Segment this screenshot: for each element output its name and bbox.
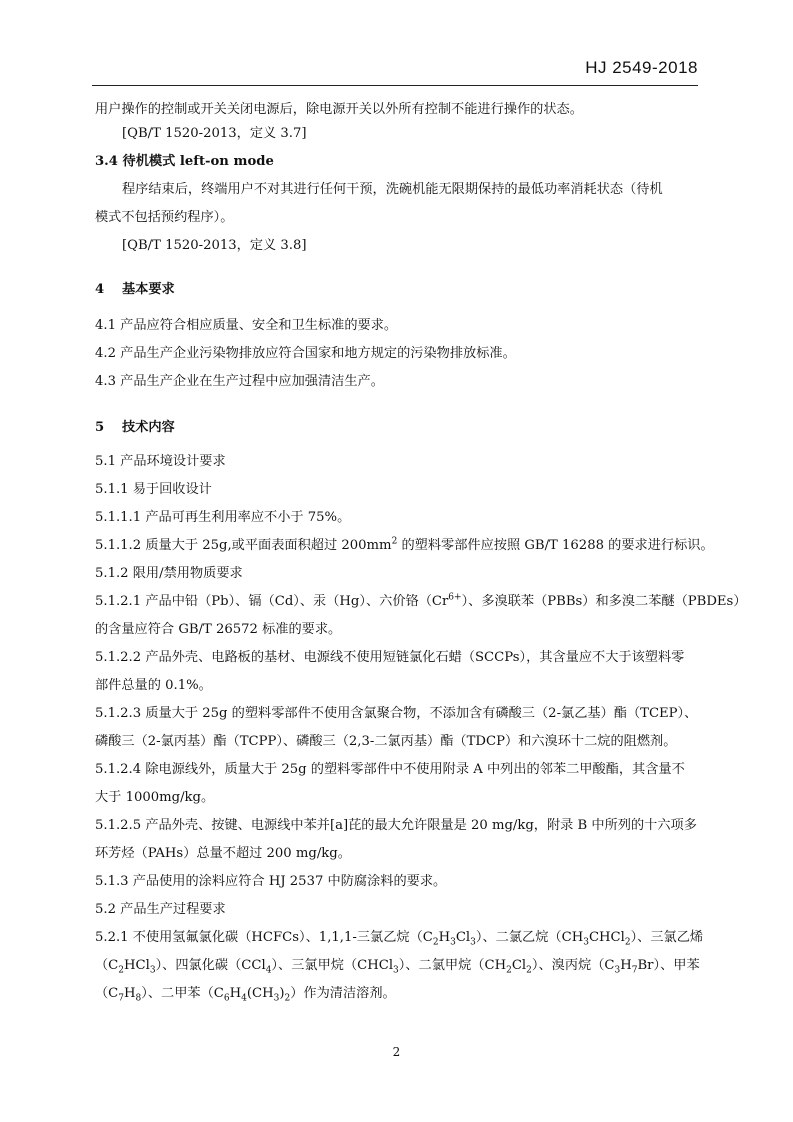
- subscript: 2: [284, 993, 291, 1004]
- clause-5-1-2-2-line-1: 5.1.2.2 产品外壳、电路板的基材、电源线不使用短链氯化石蜡（SCCPs），其含量应不大于该塑料零: [95, 650, 685, 665]
- clause-text: H: [124, 986, 136, 1001]
- clause-5-1-3: 5.1.3 产品使用的涂料应符合 HJ 2537 中防腐涂料的要求。: [95, 874, 447, 889]
- clause-text: ）、三氯乙烯: [630, 930, 704, 945]
- clause-5-1-2-1-line-2: 的含量应符合 GB/T 26572 标准的要求。: [95, 622, 342, 637]
- clause-5-1-2-2-line-2: 部件总量的 0.1%。: [95, 678, 212, 693]
- subscript: 7: [631, 965, 638, 976]
- section-number: 4: [95, 282, 105, 297]
- clause-text: ）作为清洁溶剂。: [290, 986, 396, 1001]
- section-5-heading: [95, 416, 700, 440]
- clause-5-2-1-line-2: [95, 954, 700, 978]
- subscript: 2: [624, 937, 631, 948]
- subscript: 3: [614, 965, 621, 976]
- clause-4-1: 4.1 产品应符合相应质量、安全和卫生标准的要求。: [95, 318, 398, 333]
- clause-text: H: [438, 930, 451, 945]
- subscript: 3: [273, 993, 280, 1004]
- clause-text: HCl: [124, 958, 150, 973]
- clause-text: 5.2.1 不使用氢氟氯化碳（HCFCs）、1,1,1-三氯乙烷（C: [95, 930, 433, 945]
- clause-5-1-1-1: 5.1.1.1 产品可再生利用率应不小于 75%。: [95, 510, 351, 525]
- definition-reference: [QB/T 1520-2013，定义 3.7]: [122, 126, 307, 141]
- clause-text: （C: [95, 986, 119, 1001]
- subscript: 3: [470, 937, 476, 948]
- subscript: 4: [241, 993, 247, 1004]
- clause-5-1-2-1-line-1: [95, 590, 747, 614]
- clause-text: ）、四氯化碳（CCl: [155, 958, 266, 973]
- section-3-4-body-line-2: 模式不包括预约程序）。: [95, 210, 234, 225]
- clause-text: 5.1.2.1 产品中铅（Pb）、镉（Cd）、汞（Hg）、六价铬（Cr: [95, 594, 449, 609]
- clause-text: ）、三氯甲烷（CHCl: [271, 958, 394, 973]
- section-3-4-heading: 3.4 待机模式 left-on mode: [95, 154, 274, 169]
- subscript: 3: [450, 937, 456, 948]
- clause-text: (CH: [246, 986, 274, 1001]
- clause-5-1-2-5-line-1: 5.1.2.5 产品外壳、按键、电源线中苯并[a]芘的最大允许限量是 20 mg/kg，附录 B 中所列的十六项多: [95, 818, 697, 833]
- clause-text: ）、多溴联苯（PBBs）和多溴二苯醚（PBDEs）: [461, 594, 747, 609]
- clause-5-1-2-3-line-1: 5.1.2.3 质量大于 25g 的塑料零部件不使用含氯聚合物，不添加含有磷酸三（2-氯乙基）酯（TCEP）、: [95, 706, 698, 721]
- continuation-text: 用户操作的控制或开关关闭电源后，除电源开关以外所有控制不能进行操作的状态。: [95, 102, 583, 117]
- clause-5-1-2-5-line-2: 环芳烃（PAHs）总量不超过 200 mg/kg。: [95, 846, 351, 861]
- clause-5-2-1-line-3: [95, 982, 700, 1006]
- subscript: 6: [223, 993, 230, 1004]
- subscript: 3: [583, 937, 589, 948]
- subscript: 7: [118, 993, 125, 1004]
- section-number: 5: [95, 420, 105, 435]
- clause-text: （C: [95, 958, 119, 973]
- clause-text: 的塑料零部件应按照 GB/T 16288 的要求进行标识。: [397, 538, 714, 553]
- superscript: 2: [391, 536, 398, 547]
- section-3-4-body-line-1: 程序结束后，终端用户不对其进行任何干预，洗碗机能无限期保持的最低功率消耗状态（待机: [122, 182, 663, 197]
- clause-text: 5.1.1.2 质量大于 25g,或平面表面积超过 200mm: [95, 538, 392, 553]
- superscript: 6+: [448, 592, 462, 603]
- clause-5-1: 5.1 产品环境设计要求: [95, 454, 226, 469]
- clause-5-1-1-2: [95, 534, 714, 558]
- subscript: 8: [135, 993, 142, 1004]
- subscript: 2: [506, 965, 512, 976]
- clause-text: Cl: [455, 930, 471, 945]
- clause-5-1-2-4-line-1: 5.1.2.4 除电源线外，质量大于 25g 的塑料零部件中不使用附录 A 中列出的邻苯二甲酸酯，其含量不: [95, 762, 685, 777]
- clause-text: Br）、甲苯: [637, 958, 700, 973]
- clause-5-1-2-4-line-2: 大于 1000mg/kg。: [95, 790, 215, 805]
- document-code: HJ 2549-2018: [585, 58, 698, 77]
- subscript: 3: [149, 965, 156, 976]
- clause-4-2: 4.2 产品生产企业污染物排放应符合国家和地方规定的污染物排放标准。: [95, 346, 516, 361]
- clause-5-1-1: 5.1.1 易于回收设计: [95, 482, 212, 497]
- clause-text: ）、二甲苯（C: [141, 986, 224, 1001]
- clause-5-2-1-line-1: [95, 926, 704, 950]
- page-number: 2: [392, 1045, 401, 1059]
- clause-text: CHCl: [588, 930, 625, 945]
- clause-text: Cl: [511, 958, 527, 973]
- clause-4-3: 4.3 产品生产企业在生产过程中应加强清洁生产。: [95, 374, 384, 389]
- subscript: 4: [265, 965, 272, 976]
- definition-reference: [QB/T 1520-2013，定义 3.8]: [122, 238, 307, 253]
- clause-text: H: [620, 958, 632, 973]
- clause-text: ）、二氯甲烷（CH: [398, 958, 507, 973]
- clause-5-2: 5.2 产品生产过程要求: [95, 902, 226, 917]
- clause-text: ）、溴丙烷（C: [531, 958, 615, 973]
- section-4-heading: [95, 278, 700, 302]
- clause-5-1-2: 5.1.2 限用/禁用物质要求: [95, 566, 243, 581]
- subscript: 2: [118, 965, 125, 976]
- clause-text: ）、二氯乙烷（CH: [475, 930, 584, 945]
- clause-5-1-2-3-line-2: 磷酸三（2-氯丙基）酯（TCPP）、磷酸三（2,3-二氯丙基）酯（TDCP）和六溴环十二烷的阻燃剂。: [95, 734, 677, 749]
- section-title: 基本要求: [122, 282, 175, 297]
- clause-text: ): [279, 986, 285, 1001]
- header-divider: [92, 85, 698, 86]
- page-body: [95, 98, 747, 1006]
- subscript: 2: [526, 965, 532, 976]
- section-title: 技术内容: [122, 420, 175, 435]
- subscript: 2: [432, 937, 439, 948]
- clause-text: H: [229, 986, 242, 1001]
- subscript: 3: [393, 965, 399, 976]
